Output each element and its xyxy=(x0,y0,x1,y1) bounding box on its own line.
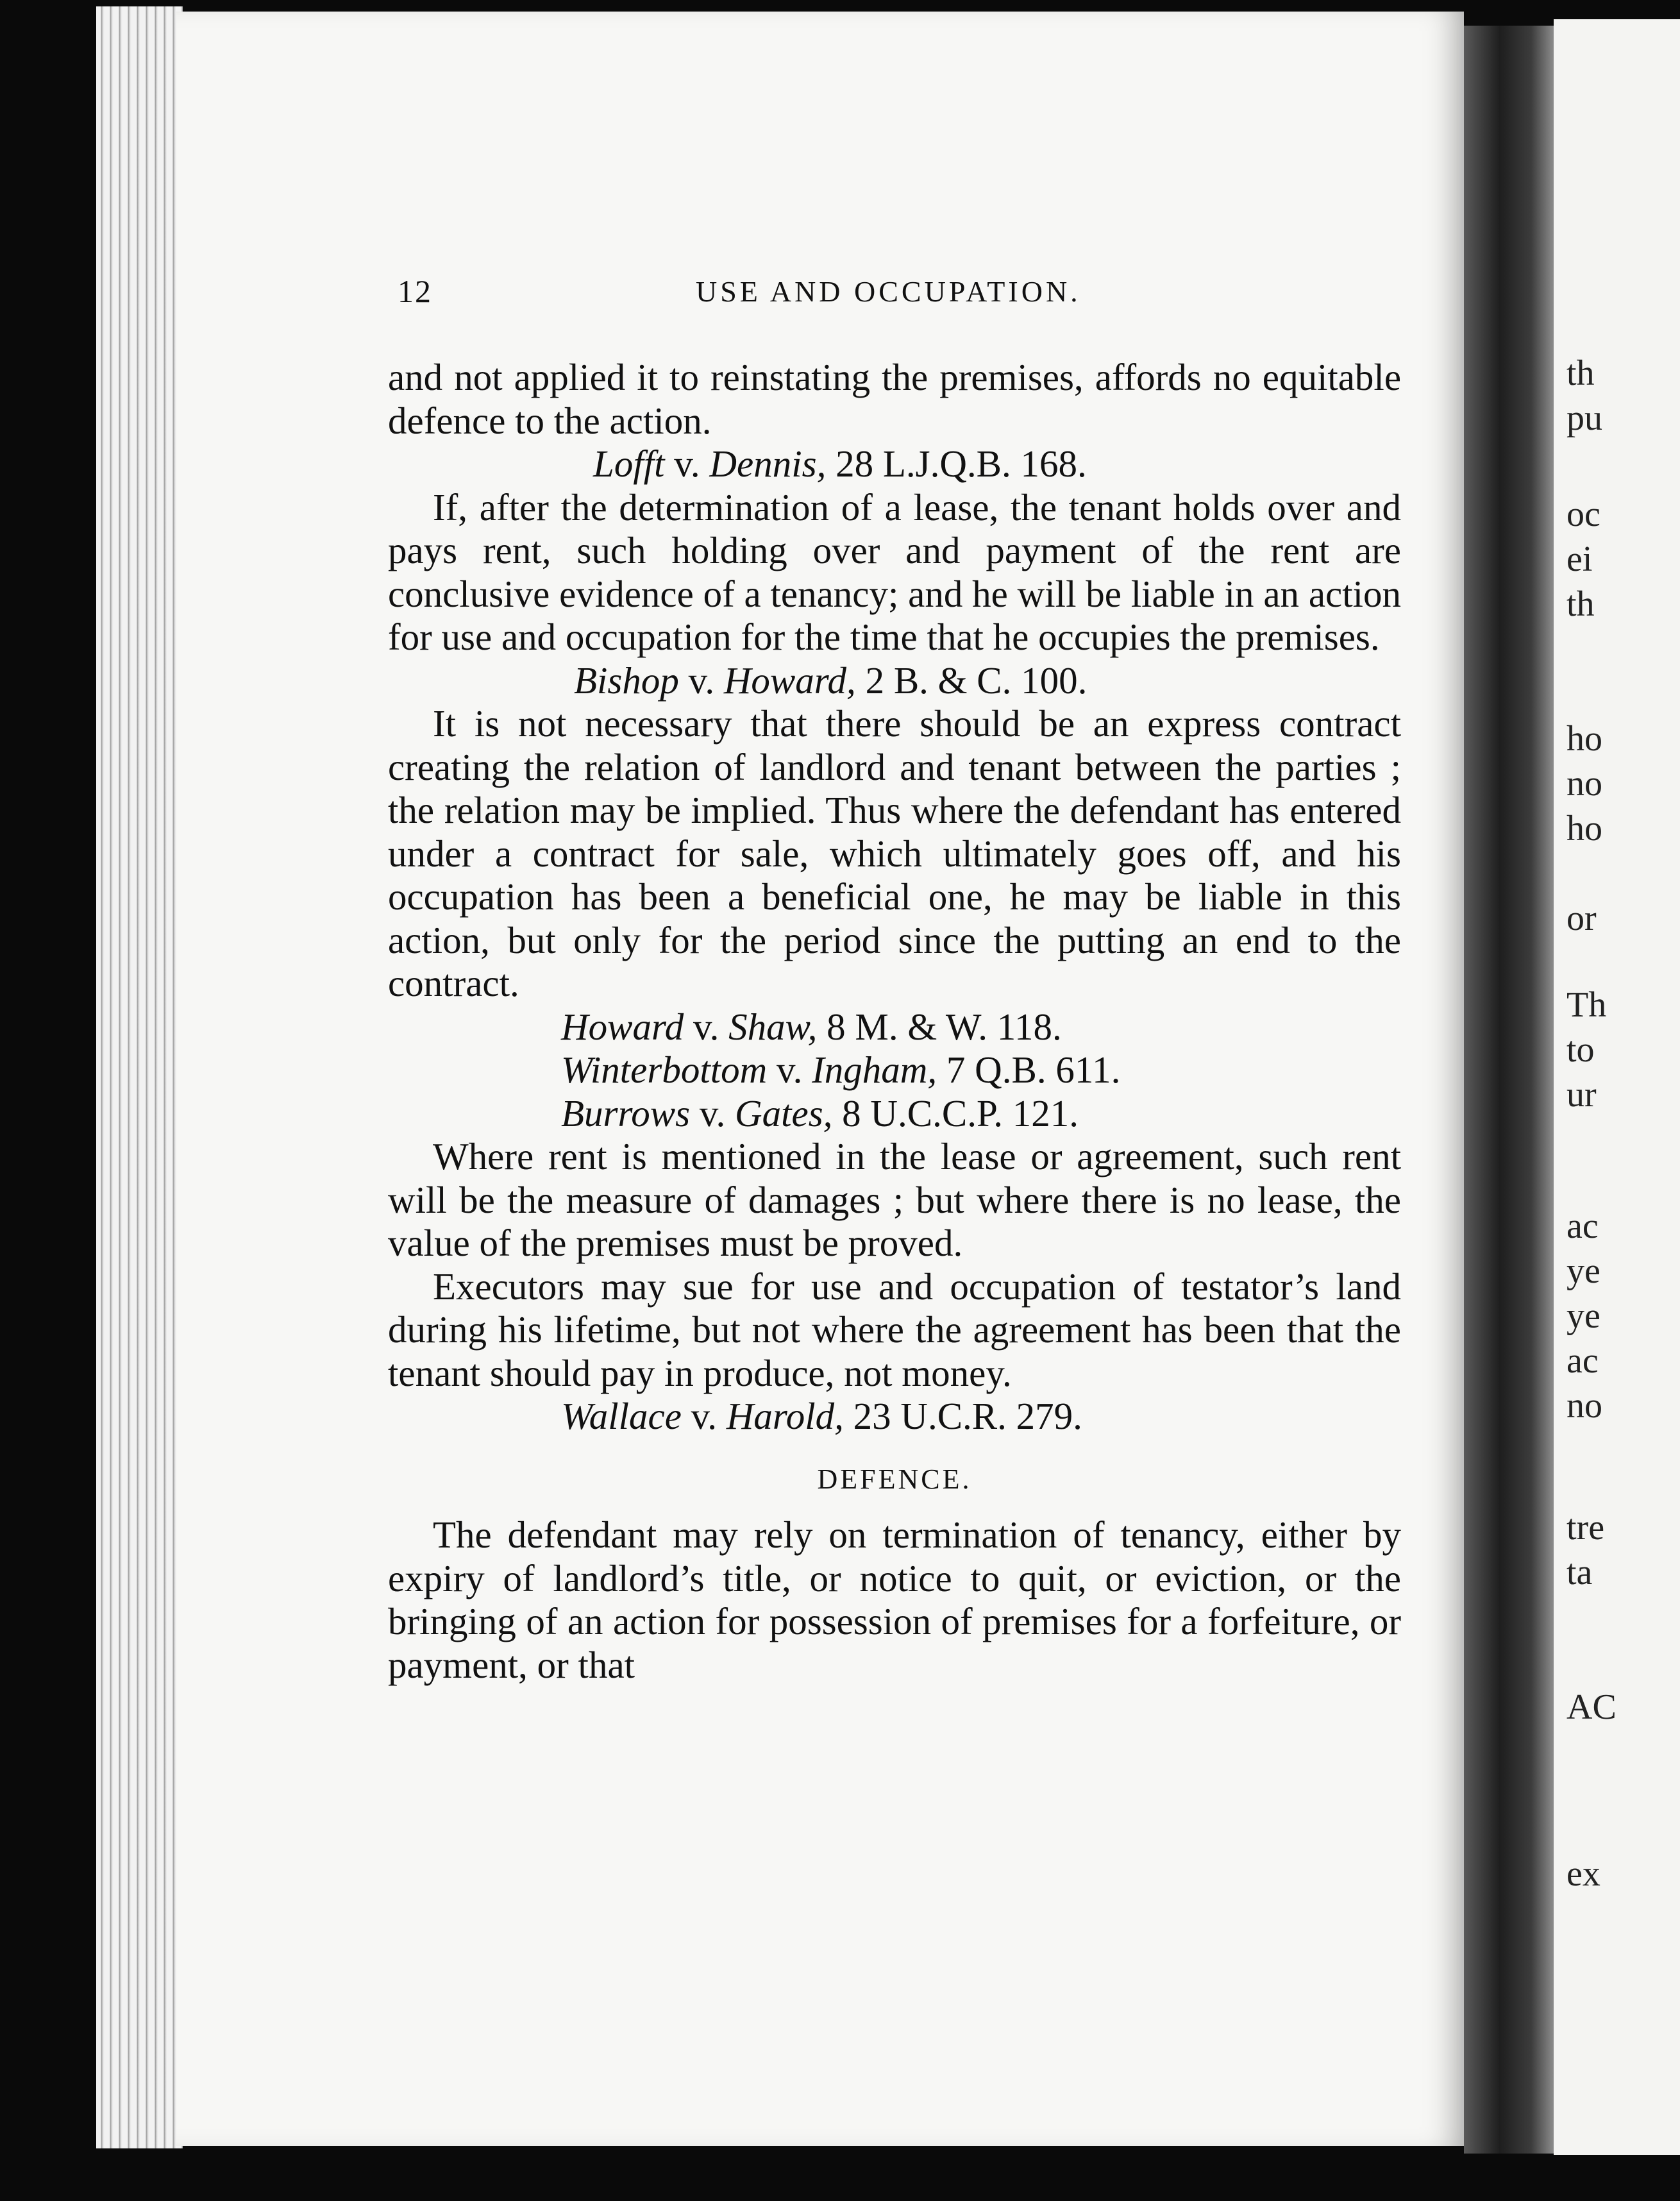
citation-plaintiff: Lofft xyxy=(593,443,665,485)
citation-defendant: Gates, xyxy=(735,1092,833,1134)
facing-fragment: ye xyxy=(1567,1251,1600,1291)
facing-fragment: ye xyxy=(1567,1296,1600,1336)
citation-plaintiff: Howard xyxy=(561,1005,684,1048)
citation xyxy=(388,443,1401,486)
citation-defendant: Harold, xyxy=(726,1395,844,1437)
citation-plaintiff: Winterbottom xyxy=(561,1049,768,1091)
citation xyxy=(388,659,1401,703)
paragraph: Executors may sue for use and occupation of testator’s land during his lifetime, but not where the agreement has been that the tenant should pay in produce, not money. xyxy=(388,1265,1401,1394)
citation xyxy=(388,1049,1401,1092)
facing-page xyxy=(1554,19,1680,2155)
paragraph: and not applied it to reinstating the premises, affords no equitable defence to the action. xyxy=(388,356,1401,442)
facing-fragment: th xyxy=(1567,584,1595,624)
facing-fragment: to xyxy=(1567,1030,1595,1070)
citation-reference: 8 M. & W. 118. xyxy=(827,1005,1062,1048)
citation-versus: v. xyxy=(674,443,700,485)
facing-fragment: pu xyxy=(1567,398,1602,438)
book-gutter xyxy=(1464,26,1554,2154)
section-heading: DEFENCE. xyxy=(817,1463,972,1495)
citation xyxy=(388,1395,1401,1438)
citation-versus: v. xyxy=(688,659,715,702)
page-edges xyxy=(96,6,183,2148)
facing-fragment: ta xyxy=(1567,1553,1593,1592)
citation-defendant: Dennis, xyxy=(709,443,827,485)
citation-reference: 8 U.C.C.P. 121. xyxy=(842,1092,1079,1134)
citation-reference: 23 U.C.R. 279. xyxy=(853,1395,1082,1437)
citation-versus: v. xyxy=(699,1092,726,1134)
paragraph: The defendant may rely on termination of tenancy, either by expiry of landlord’s title, or notice to quit, or eviction, or the bringing of an action for possession of premises for a forfeiture, or payment, or that xyxy=(388,1514,1401,1686)
page-number: 12 xyxy=(398,273,432,309)
citation-plaintiff: Burrows xyxy=(561,1092,691,1134)
paragraph: Where rent is mentioned in the lease or agreement, such rent will be the measure of damages ; but where there is no lease, the value of the premises must be proved. xyxy=(388,1135,1401,1264)
citation-reference: 2 B. & C. 100. xyxy=(865,659,1088,702)
running-title: USE AND OCCUPATION. xyxy=(696,275,1081,308)
citation-defendant: Shaw, xyxy=(728,1005,818,1048)
facing-fragment: ho xyxy=(1567,719,1602,759)
body-text xyxy=(388,356,1401,1687)
facing-fragment: ho xyxy=(1567,809,1602,848)
citation-defendant: Howard, xyxy=(723,659,856,702)
paragraph: It is not necessary that there should be an express contract creating the relation of landlord and tenant between the parties ; the relation may be implied. Thus where the defendant has entered under a contract for sale, which ultimately goes off, and his occupation has been a beneficial one, he may be liable in this action, but only for the period since the putting an end to the contract. xyxy=(388,702,1401,1004)
citation-versus: v. xyxy=(693,1005,719,1048)
facing-fragment: AC xyxy=(1567,1687,1617,1727)
citation-reference: 7 Q.B. 611. xyxy=(946,1049,1121,1091)
citation-versus: v. xyxy=(776,1049,803,1091)
citation-plaintiff: Bishop xyxy=(574,659,679,702)
citation xyxy=(388,1092,1401,1136)
facing-fragment: oc xyxy=(1567,494,1600,534)
paragraph: If, after the determination of a lease, the tenant holds over and pays rent, such holding over and payment of the rent are conclusive evidence of a tenancy; and he will be liable in an action for use and occupation for the time that he occupies the premises. xyxy=(388,485,1401,658)
facing-fragment: ac xyxy=(1567,1341,1599,1381)
citation-plaintiff: Wallace xyxy=(561,1395,682,1437)
facing-fragment: ur xyxy=(1567,1075,1597,1115)
facing-fragment: ex xyxy=(1567,1854,1600,1894)
citation-versus: v. xyxy=(691,1395,718,1437)
facing-fragment: or xyxy=(1567,898,1597,938)
facing-fragment: no xyxy=(1567,764,1602,804)
facing-fragment: no xyxy=(1567,1386,1602,1426)
citation xyxy=(388,1006,1401,1049)
citation-reference: 28 L.J.Q.B. 168. xyxy=(836,443,1087,485)
facing-fragment: ac xyxy=(1567,1206,1599,1246)
citation-defendant: Ingham, xyxy=(812,1049,937,1091)
facing-fragment: Th xyxy=(1567,985,1607,1025)
facing-fragment: th xyxy=(1567,353,1595,393)
facing-fragment: ei xyxy=(1567,539,1593,579)
facing-fragment: tre xyxy=(1567,1508,1605,1547)
